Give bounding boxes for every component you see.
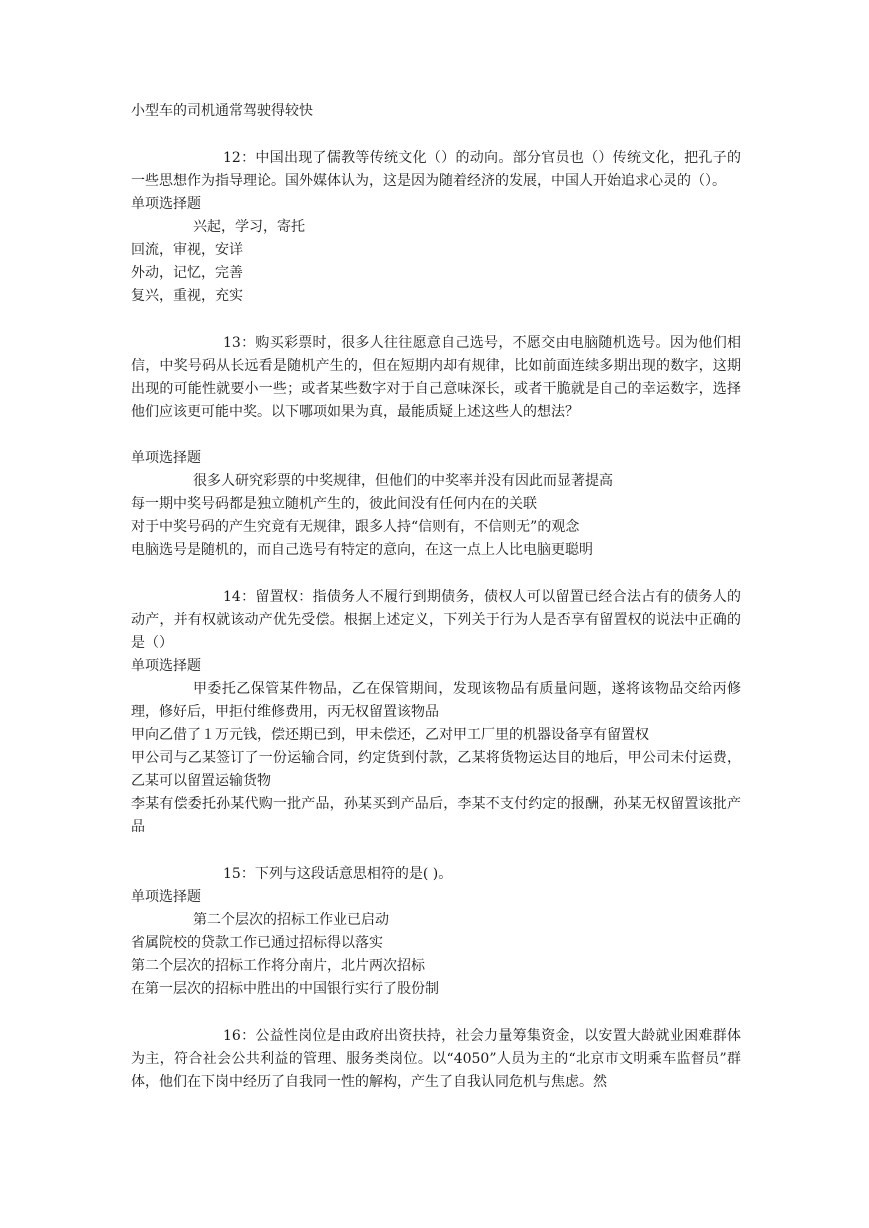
option-d: 复兴，重视，充实 (131, 288, 243, 304)
option-d: 电脑选号是随机的，而自己选号有特定的意向，在这一点上人比电脑更聪明 (131, 542, 593, 558)
option-a: 第二个层次的招标工作业已启动 (193, 912, 389, 928)
option-d: 在第一层次的招标中胜出的中国银行实行了股份制 (131, 981, 439, 997)
option-d: 李某有偿委托孙某代购一批产品，孙某买到产品后，李某不支付约定的报酬，孙某无权留置该批产品 (131, 796, 741, 835)
intro-option-text: 小型车的司机通常驾驶得较快 (131, 103, 313, 119)
question-15 (131, 863, 741, 1001)
question-type-label: 单项选择题 (131, 450, 201, 466)
option-c: 甲公司与乙某签订了一份运输合同，约定货到付款，乙某将货物运达目的地后，甲公司未付运费，乙某可以留置运输货物 (131, 750, 741, 789)
option-c: 外动，记忆，完善 (131, 265, 243, 281)
option-c: 第二个层次的招标工作将分南片，北片两次招标 (131, 958, 425, 974)
question-stem: 15：下列与这段话意思相符的是( )。 (223, 866, 453, 882)
option-b: 省属院校的贷款工作已通过招标得以落实 (131, 935, 383, 951)
question-stem: 13：购买彩票时，很多人往往愿意自己选号，不愿交由电脑随机选号。因为他们相信，中奖号码从长远看是随机产生的，但在短期内却有规律，比如前面连续多期出现的数字，这期出现的可能性就要小一些；或者某些数字对于自己意味深长，或者干脆就是自己的幸运数字，选择他们应该更可能中奖。以下哪项如果为真，最能质疑上述这些人的想法？ (131, 335, 741, 420)
option-b: 每一期中奖号码都是独立随机产生的，彼此间没有任何内在的关联 (131, 496, 537, 512)
question-stem: 12：中国出现了儒教等传统文化（）的动向。部分官员也（）传统文化，把孔子的一些思想作为指导理论。国外媒体认为，这是因为随着经济的发展，中国人开始追求心灵的（）。 (131, 150, 741, 189)
option-a: 兴起，学习，寄托 (193, 219, 305, 235)
question-12 (131, 147, 741, 308)
document-body (131, 100, 741, 1094)
question-type-label: 单项选择题 (131, 196, 201, 212)
option-b: 甲向乙借了１万元钱，偿还期已到，甲未偿还，乙对甲工厂里的机器设备享有留置权 (131, 727, 649, 743)
option-b: 回流，审视，安详 (131, 242, 243, 258)
question-stem: 14：留置权：指债务人不履行到期债务，债权人可以留置已经合法占有的债务人的动产，并有权就该动产优先受偿。根据上述定义，下列关于行为人是否享有留置权的说法中正确的是（） (131, 589, 741, 651)
question-type-label: 单项选择题 (131, 889, 201, 905)
option-c: 对于中奖号码的产生究竟有无规律，跟多人持“信则有，不信则无”的观念 (131, 519, 580, 535)
option-a: 甲委托乙保管某件物品，乙在保管期间，发现该物品有质量问题，遂将该物品交给丙修理，修好后，甲拒付维修费用，丙无权留置该物品 (131, 681, 741, 720)
question-16 (131, 1025, 741, 1094)
option-a: 很多人研究彩票的中奖规律，但他们的中奖率并没有因此而显著提高 (193, 473, 613, 489)
question-14 (131, 586, 741, 839)
question-type-label: 单项选择题 (131, 658, 201, 674)
question-13 (131, 332, 741, 562)
question-stem: 16：公益性岗位是由政府出资扶持，社会力量筹集资金，以安置大龄就业困难群体为主，符合社会公共利益的管理、服务类岗位。以“4050”人员为主的“北京市文明乘车监督员”群体，他们在下岗中经历了自我同一性的解构，产生了自我认同危机与焦虑。然 (131, 1028, 741, 1090)
